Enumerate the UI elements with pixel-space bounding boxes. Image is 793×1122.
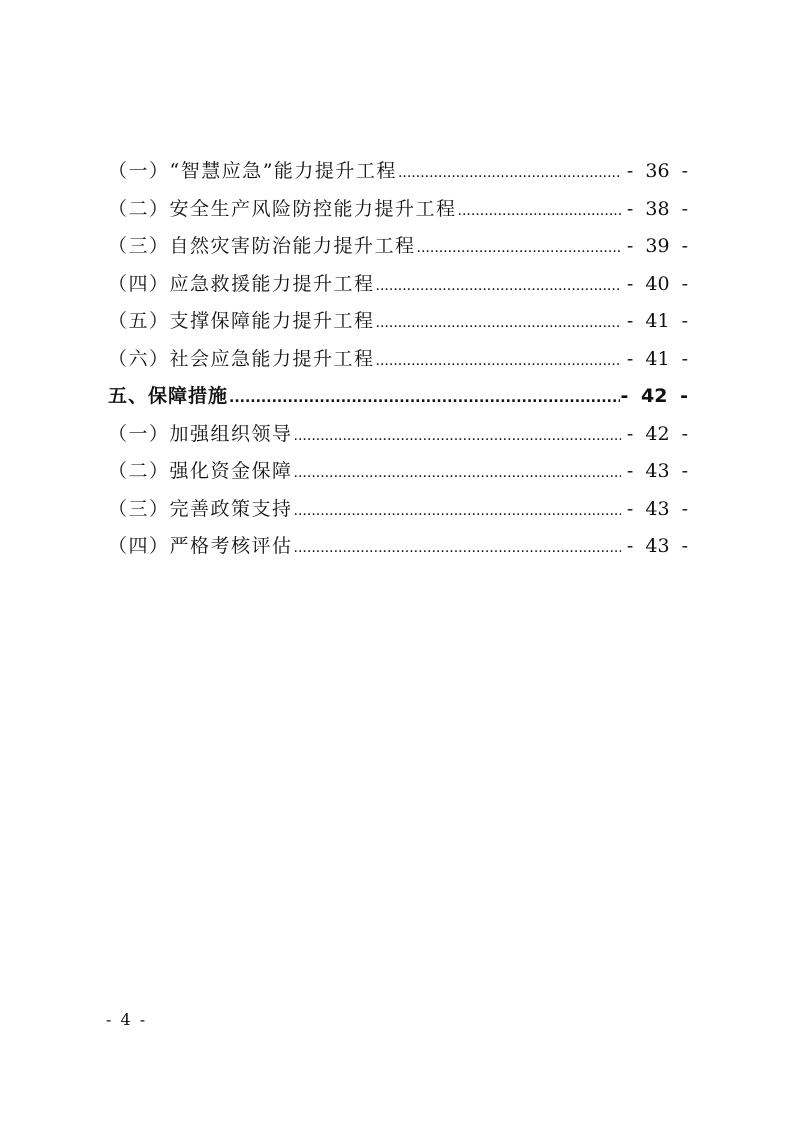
toc-entry-page: - 41 -: [626, 310, 688, 332]
toc-entry[interactable]: [108, 231, 688, 269]
toc-dot-leader: [294, 465, 621, 481]
toc-entry-title: （六）社会应急能力提升工程: [108, 347, 375, 370]
toc-entry-title: （三）完善政策支持: [108, 497, 293, 520]
toc-dot-leader: [458, 203, 621, 219]
toc-entry-page: - 36 -: [626, 160, 688, 182]
toc-entry-title: 五、保障措施: [108, 385, 229, 407]
toc-dot-leader: [398, 165, 621, 181]
toc-entry-title: （五）支撑保障能力提升工程: [108, 310, 375, 332]
toc-entry[interactable]: [108, 531, 688, 569]
toc-dot-leader: [229, 390, 620, 406]
toc-entry[interactable]: [108, 456, 688, 494]
toc-entry[interactable]: [108, 194, 688, 232]
toc-entry-page: - 38 -: [626, 197, 688, 220]
toc-entry-page: - 40 -: [626, 272, 688, 295]
toc-entry-page: - 43 -: [626, 535, 688, 557]
toc-dot-leader: [417, 240, 621, 256]
toc-entry[interactable]: [108, 269, 688, 307]
toc-dot-leader: [376, 353, 621, 369]
toc-entry[interactable]: [108, 419, 688, 457]
toc-dot-leader: [376, 278, 621, 294]
page-number: - 4 -: [106, 1010, 148, 1029]
toc-entry-page: - 43 -: [626, 460, 688, 482]
toc-entry-title: （二）安全生产风险防控能力提升工程: [108, 197, 457, 220]
toc-entry[interactable]: [108, 156, 688, 194]
toc-entry-page: - 42 -: [620, 385, 688, 407]
toc-entry[interactable]: [108, 344, 688, 382]
toc-entry-title: （三）自然灾害防治能力提升工程: [108, 235, 416, 257]
toc-entry-page: - 41 -: [626, 347, 688, 370]
toc-entry[interactable]: [108, 306, 688, 344]
toc-entry-page: - 42 -: [626, 422, 688, 445]
toc-entry-page: - 39 -: [626, 235, 688, 257]
toc-entry-title: （四）严格考核评估: [108, 535, 293, 557]
toc-entry-title: （一）加强组织领导: [108, 422, 293, 445]
toc-entry-title: （二）强化资金保障: [108, 460, 293, 482]
toc-dot-leader: [376, 315, 621, 331]
table-of-contents: [108, 156, 688, 569]
toc-dot-leader: [294, 540, 621, 556]
toc-dot-leader: [294, 503, 621, 519]
toc-entry[interactable]: [108, 494, 688, 532]
toc-dot-leader: [294, 428, 621, 444]
toc-entry-title: （四）应急救援能力提升工程: [108, 272, 375, 295]
toc-entry-page: - 43 -: [626, 497, 688, 520]
toc-section-heading[interactable]: [108, 381, 688, 419]
toc-entry-title: （一）“智慧应急”能力提升工程: [108, 160, 397, 182]
